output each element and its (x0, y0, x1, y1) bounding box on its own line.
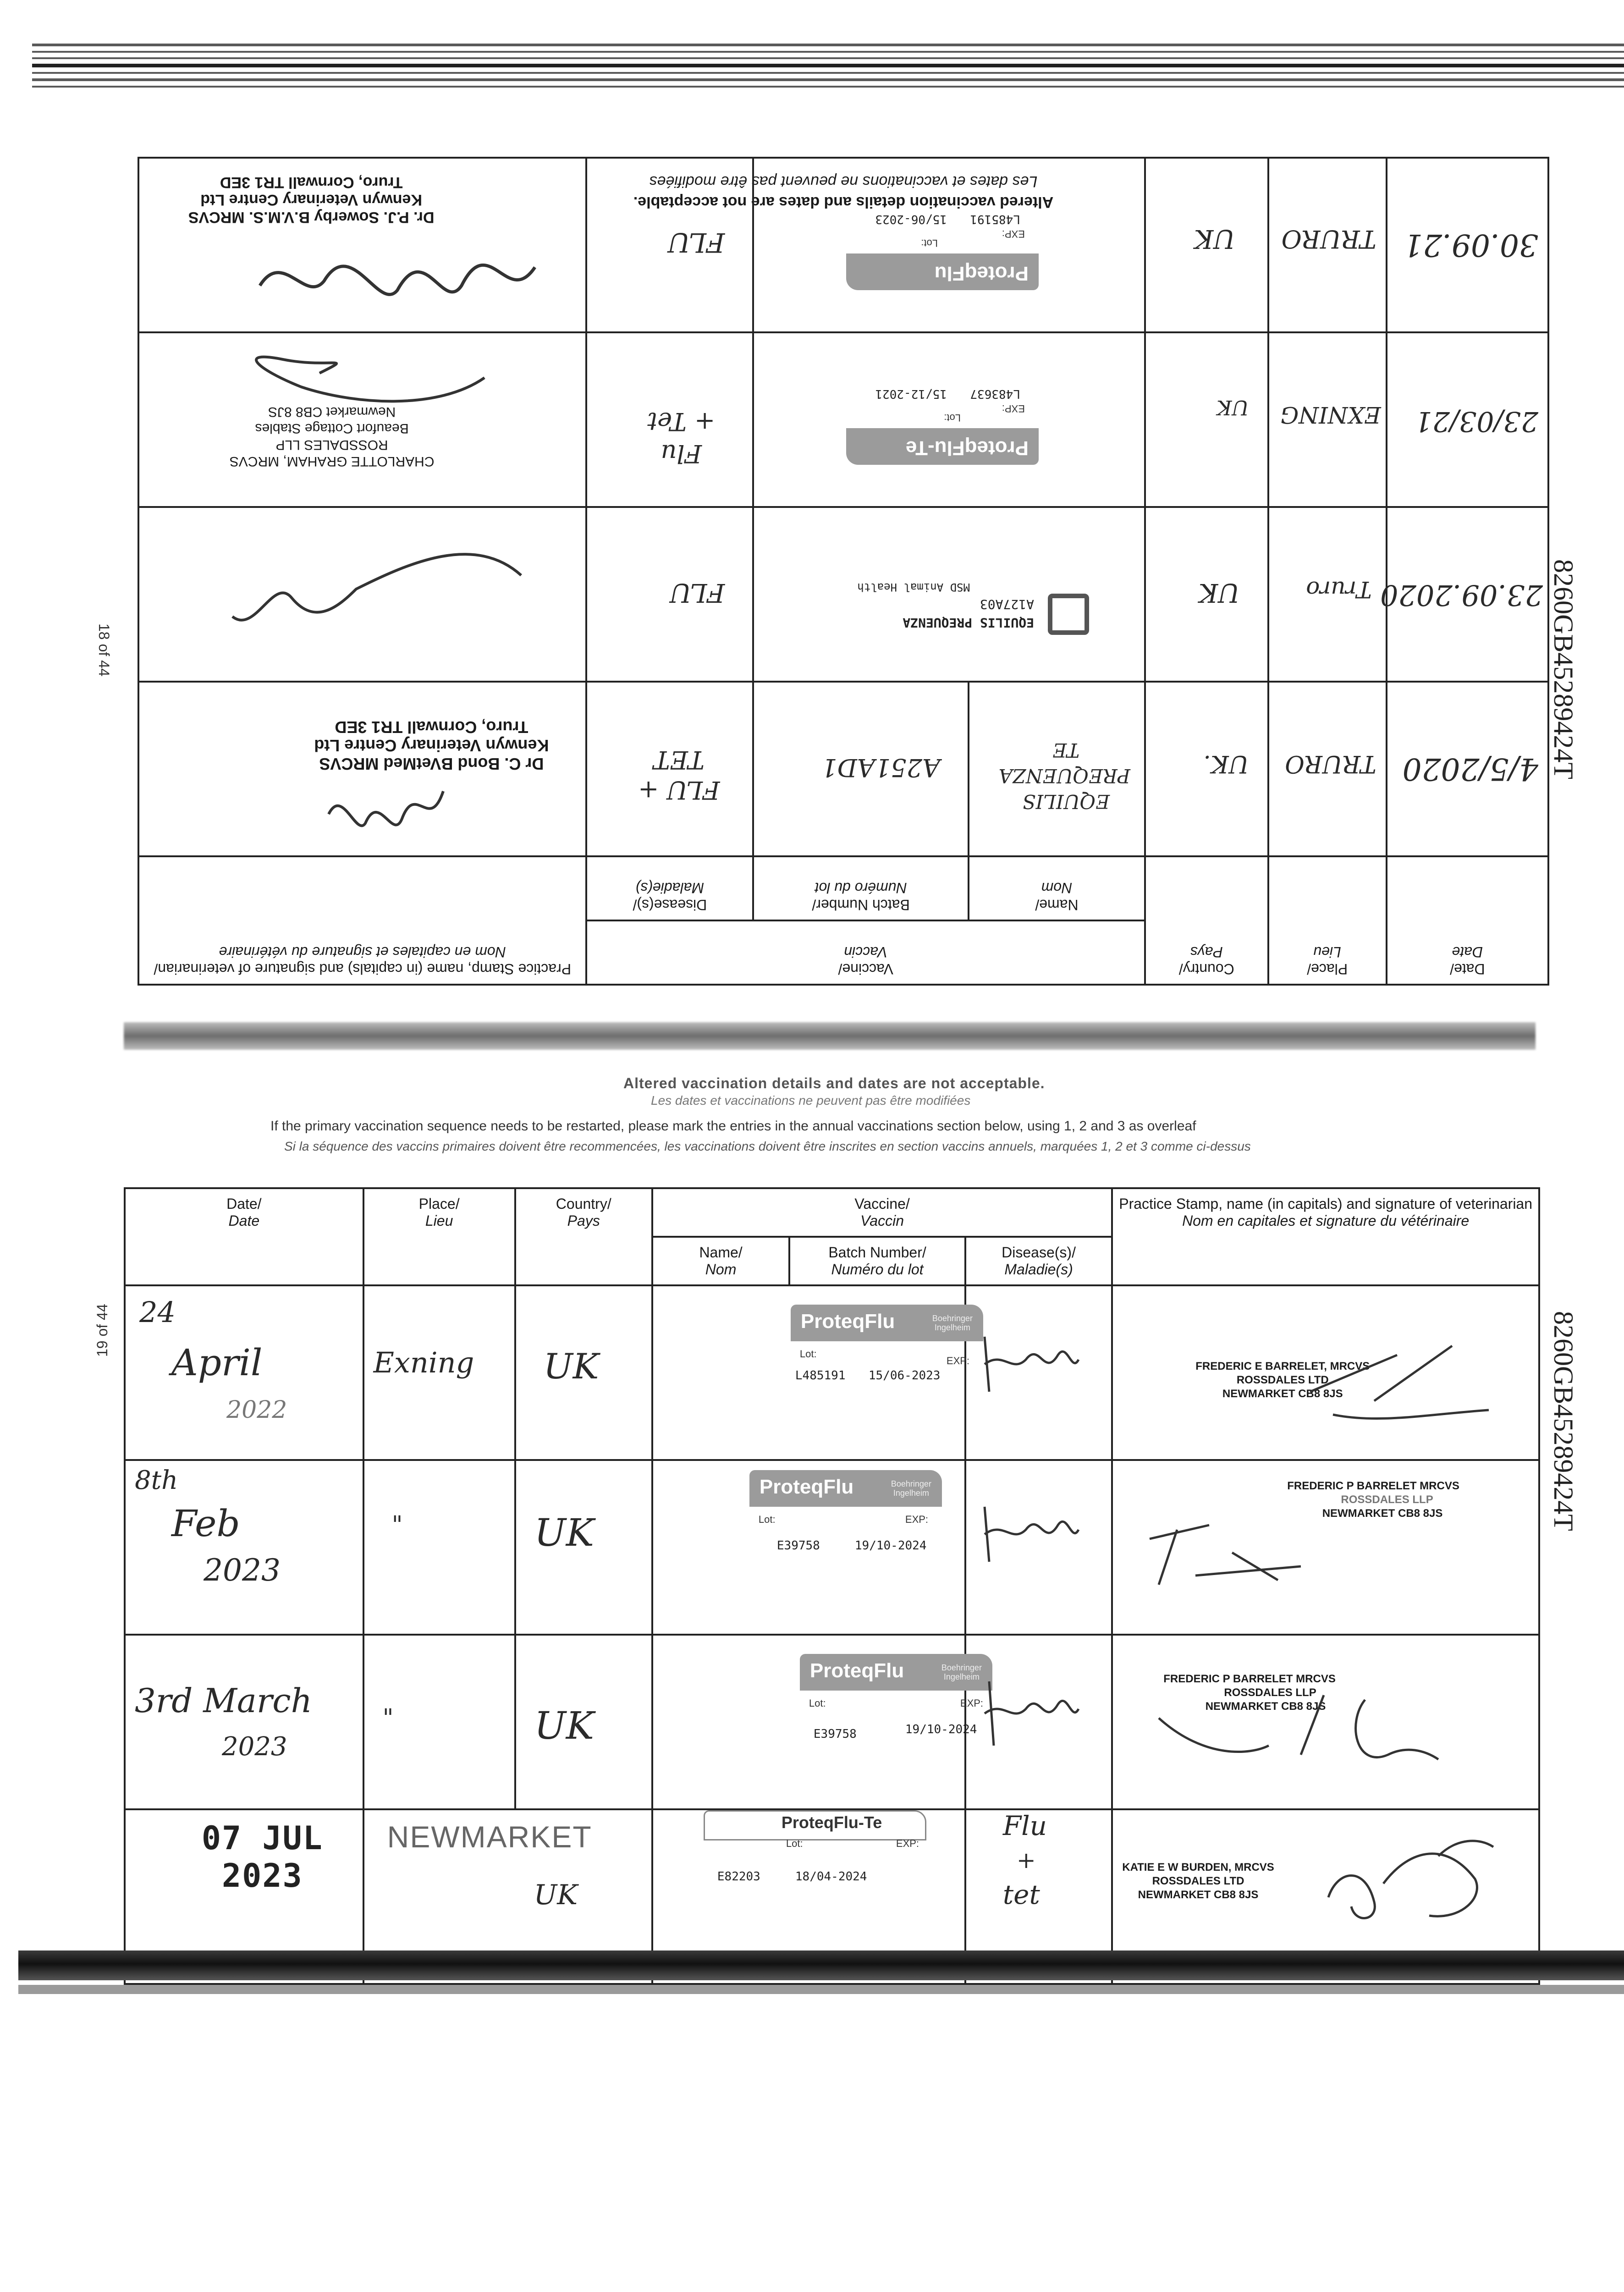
cell-vaccine-label (753, 158, 1145, 332)
vaccine-label: ProteqFlu Boehringer Ingelheim Lot: EXP: E39758 19/10-2024 (800, 1654, 992, 1732)
cell-vaccine-label (652, 1285, 973, 1460)
cell-vet-stamp (138, 682, 586, 856)
cell-vet-stamp (1112, 1460, 1539, 1635)
cell-date: 23/03/21 (1387, 332, 1548, 507)
upper-vaccination-form (138, 156, 1549, 986)
header-practice-stamp: Practice Stamp, name (in capitals) and signature of veterinarian Nom en capitales et signature du vétérinaire (1112, 1188, 1539, 1285)
cell-disease: FLU (586, 158, 753, 332)
altered-note-fr: Les dates et vaccinations ne peuvent pas être modifiées (649, 173, 1038, 190)
cell-date: 8th Feb 2023 (125, 1460, 363, 1635)
header-country: Country/ Pays (1145, 856, 1268, 985)
header-date: Date/ Date (1387, 856, 1548, 985)
signature (1305, 1337, 1498, 1428)
signature (310, 768, 448, 846)
initials-signature (975, 1493, 1081, 1571)
page-number-lower: 19 of 44 (94, 1304, 110, 1357)
header-vaccine: Vaccine/ Vaccin (586, 920, 1145, 985)
cell-disease (965, 1460, 1112, 1635)
page-id-upper: 8260GB45289424T (1548, 559, 1579, 779)
cell-vaccine-label (652, 1635, 984, 1809)
cell-disease: FLU + TET (586, 682, 753, 856)
vet-stamp: FREDERIC P BARRELET MRCVS ROSSDALES LLP NEWMARKET CB8 8JS (1287, 1480, 1459, 1520)
cell-country: UK (1145, 158, 1268, 332)
vaccine-label: ProteqFlu Lot: EXP: L485191 15/06-2023 (846, 212, 1039, 290)
vet-stamp: FREDERIC P BARRELET MRCVS ROSSDALES LLP NEWMARKET CB8 8JS (1163, 1673, 1336, 1713)
cell-date: 23.09.2020 (1387, 507, 1548, 682)
table-row (125, 1285, 1539, 1460)
scan-line (32, 86, 1624, 88)
scan-line (32, 72, 1624, 74)
upper-vaccination-table (138, 157, 1549, 986)
scan-line (32, 51, 1624, 53)
cell-vaccine-label (753, 332, 1145, 507)
table-row (138, 682, 1548, 856)
page-id-lower: 8260GB45289424T (1548, 1311, 1579, 1531)
header-country: Country/ Pays (515, 1188, 652, 1285)
table-row (125, 1635, 1539, 1809)
scan-line (32, 64, 1624, 67)
header-batch: Batch Number/ Numéro du lot (753, 856, 969, 920)
vaccine-label: ProteqFlu-Te Lot: EXP: L483637 15/12-2021 (846, 387, 1039, 465)
table-row (138, 507, 1548, 682)
vaccine-label: ProteqFlu-Te Lot: EXP: E82203 18/04-2024 (704, 1810, 924, 1888)
restart-instruction-fr: Si la séquence des vaccins primaires doivent être recommencées, les vaccinations doivent être inscrites en section vaccins annuels, marquées 1, 2 et 3 comme ci-dessus (284, 1139, 1251, 1153)
cell-country: UK (1145, 332, 1268, 507)
vaccine-label: ProteqFlu Boehringer Ingelheim Lot: EXP: L485191 15/06-2023 (791, 1305, 983, 1383)
cell-country: UK (515, 1285, 652, 1460)
vet-stamp: Dr C. Bond BVetMed MRCVS Kenwyn Veterinary Centre Ltd Truro, Cornwall TR1 3ED (314, 718, 549, 773)
cell-disease: Flu + tet (965, 1809, 1112, 1984)
cell-place: TRURO (1268, 682, 1387, 856)
vet-stamp: Dr. P.J. Sowerby B.V.M.S. MRCVS Kenwyn Veterinary Centre Ltd Truro, Cornwall TR1 3ED (188, 174, 435, 226)
scan-blur-band (124, 1022, 1536, 1050)
header-place: Place/ Lieu (363, 1188, 515, 1285)
cell-vet-stamp (138, 332, 586, 507)
cell-vet-stamp (138, 507, 586, 682)
cell-country: UK. (1145, 682, 1268, 856)
lower-vaccination-form (124, 1187, 1540, 1911)
cell-disease (965, 1635, 1112, 1809)
scan-bottom-border-shadow (18, 1985, 1624, 1994)
cell-vet-stamp (1112, 1285, 1539, 1460)
table-row (125, 1460, 1539, 1635)
altered-note: Altered vaccination details and dates are not acceptable. (633, 193, 1054, 211)
scan-line (32, 44, 1624, 46)
cell-vaccine-label (652, 1460, 965, 1635)
cell-vaccine-name: EQUILIS PREQUENZA TE (969, 682, 1145, 856)
cell-place: EXNING (1268, 332, 1387, 507)
cell-place-country: NEWMARKET UK (363, 1809, 652, 1984)
header-place: Place/ Lieu (1268, 856, 1387, 985)
cell-place: " (363, 1635, 515, 1809)
signature (219, 346, 494, 414)
cell-place: Exning (363, 1285, 515, 1460)
vaccine-label: EQUILIS PREQUENZA A127A03 MSD Animal Health (897, 562, 1089, 639)
cell-batch: A251AD1 (753, 682, 969, 856)
vet-stamp: FREDERIC E BARRELET, MRCVS ROSSDALES LTD NEWMARKET CB8 8JS (1195, 1360, 1370, 1400)
table-row (138, 332, 1548, 507)
signature (1150, 1677, 1443, 1769)
scan-top-border (32, 44, 1624, 103)
signature (1310, 1829, 1503, 1934)
page-number-upper: 18 of 44 (96, 623, 112, 677)
cell-disease: Flu + Tet (586, 332, 753, 507)
cell-place: Truro (1268, 507, 1387, 682)
cell-date: 24 April 2022 (125, 1285, 363, 1460)
cell-date: 30.09.21 (1387, 158, 1548, 332)
table-row (138, 158, 1548, 332)
cell-date: 07 JUL 2023 (125, 1809, 363, 1984)
header-name: Name/ Nom (969, 856, 1145, 920)
header-disease: Disease(s)/ Maladie(s) (965, 1237, 1112, 1285)
header-practice-stamp: Practice Stamp, name (in capitals) and signature of veterinarian/ Nom en capitales et signature du vétérinaire (138, 856, 586, 985)
cell-vaccine-label (753, 507, 1145, 682)
cell-vet-stamp (1112, 1635, 1539, 1809)
cell-disease: FLU (586, 507, 753, 682)
header-vaccine: Vaccine/ Vaccin (652, 1188, 1112, 1237)
scan-line (32, 57, 1624, 59)
cell-country: UK (1145, 507, 1268, 682)
cell-country: UK (515, 1460, 652, 1635)
cell-date: 4/5/2020 (1387, 682, 1548, 856)
scan-line (32, 78, 1624, 81)
cell-place: TRURO (1268, 158, 1387, 332)
signature (209, 534, 530, 653)
altered-note: Altered vaccination details and dates are not acceptable. (623, 1075, 1045, 1091)
msd-logo-icon (1048, 594, 1089, 635)
cell-country: UK (515, 1635, 652, 1809)
cell-disease (965, 1285, 1112, 1460)
initials-signature (975, 1323, 1081, 1401)
cell-date: 3rd March 2023 (125, 1635, 363, 1809)
vaccine-label: ProteqFlu Boehringer Ingelheim Lot: EXP: E39758 19/10-2024 (749, 1470, 942, 1548)
header-name: Name/ Nom (652, 1237, 789, 1285)
initials-signature (975, 1672, 1081, 1750)
signature (1140, 1511, 1333, 1594)
vet-stamp: CHARLOTTE GRAHAM, MRCVS ROSSDALES LLP Beaufort Cottage Stables Newmarket CB8 8JS (229, 404, 435, 469)
header-batch: Batch Number/ Numéro du lot (789, 1237, 965, 1285)
cell-vet-stamp (138, 158, 586, 332)
altered-note-fr: Les dates et vaccinations ne peuvent pas être modifiées (651, 1093, 971, 1107)
header-disease: Disease(s)/ Maladie(s) (586, 856, 753, 920)
signature (251, 221, 544, 322)
lower-vaccination-table (124, 1187, 1540, 1985)
header-date: Date/ Date (125, 1188, 363, 1285)
cell-place: " (363, 1460, 515, 1635)
restart-instruction: If the primary vaccination sequence needs to be restarted, please mark the entries in the annual vaccinations section below, using 1, 2 and 3 as overleaf (270, 1118, 1196, 1134)
vet-stamp: KATIE E W BURDEN, MRCVS ROSSDALES LTD NEWMARKET CB8 8JS (1122, 1861, 1274, 1901)
scan-bottom-border (18, 1950, 1624, 1980)
